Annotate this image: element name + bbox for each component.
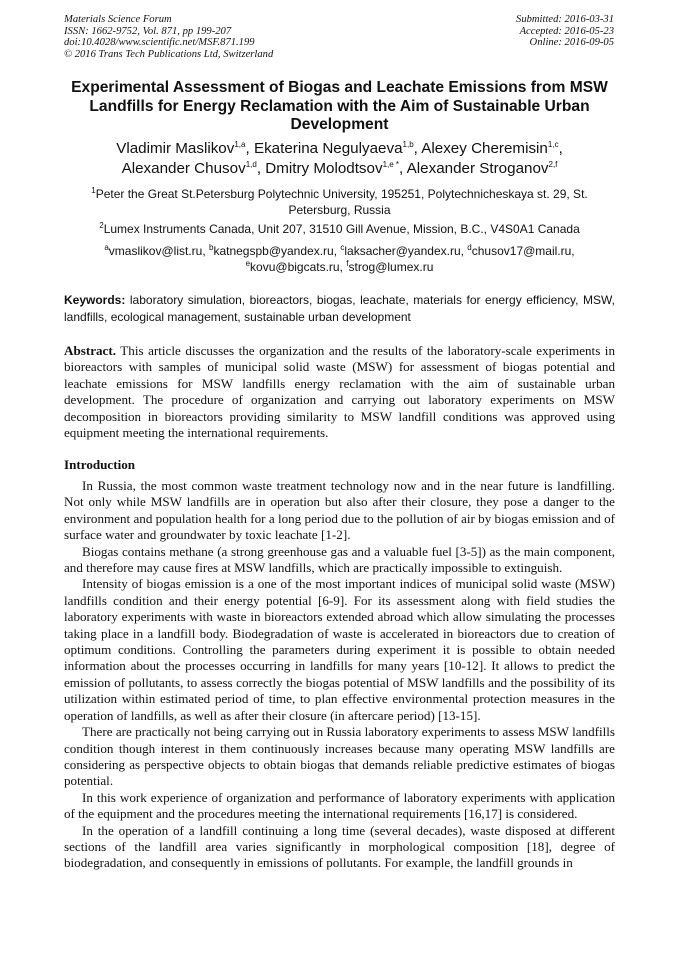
accepted-date: Accepted: 2016-05-23 — [519, 25, 614, 37]
author: Ekaterina Negulyaeva$^{1,b}$, — [253, 139, 422, 157]
paper-title: Experimental Assessment of Biogas and Leachate Emissions from MSW Landfills for Energy Reclamation with the Aim of Sustainable Urban Development — [71, 79, 608, 133]
dates-info — [516, 14, 614, 49]
paragraph: Intensity of biogas emission is a one of the most important indices of municipal solid waste (MSW) landfills condition and their energy potential [6-9]. For its assessment along with field studies the laboratory experiments with waste in bioreactors extended abroad which allow simulating the processes taking place in a landfill body. Biodegradation of waste is accelerated in bioreactors due to creation of optimum conditions. Controlling the parameters during experiment it is possible to obtain needed information about the processes occurring in landfills for many years [10-12]. It allows to predict the emission of pollutants, to assess correctly the biogas potential of MSW landfills and the possibility of its utilization within estimated period of time, to plan effective environmental protection measures in the operation of landfills, as well as after their closure (in aftercare period) [13-15]. — [64, 576, 615, 723]
abstract-label: Abstract. — [64, 343, 116, 358]
paragraph: In Russia, the most common waste treatment technology now and in the near future is landfilling. Not only while MSW landfills are in operation but also after their closure, they pose a danger to the environment and population health for a long period due to the pollution of air by biogas emission and of surface water and groundwater by toxic leachate [1-2]. — [64, 478, 615, 543]
author: Alexander Chusov$^{1,d}$, — [121, 159, 266, 177]
paragraph: In this work experience of organization and performance of laboratory experiments with application of the equipment and the procedures meeting the international requirements [16,17] is considered. — [64, 789, 615, 822]
keywords-label: Keywords: — [64, 293, 126, 307]
paragraph: In the operation of a landfill continuing a long time (several decades), waste disposed at different sections of the landfill area varies significantly in morphological composition [18], degree of biodegradation, and consequently in emissions of pollutants. For example, the landfill grounds in — [64, 822, 615, 871]
abstract — [64, 343, 615, 441]
section-heading-introduction: Introduction — [64, 457, 136, 472]
paragraph: Biogas contains methane (a strong greenhouse gas and a valuable fuel [3-5]) as the main component, and therefore may cause fires at MSW landfills, which are practically impossible to extinguish. — [64, 543, 615, 576]
keywords-text: laboratory simulation, bioreactors, biogas, leachate, materials for energy efficiency, MSW, landfills, ecological management, sustainable urban development — [64, 293, 615, 324]
author: Dmitry Molodtsov$^{1,e *}$, — [265, 159, 407, 177]
email[interactable]: katnegspb@yandex.ru, — [213, 244, 341, 258]
online-date: Online: 2016-09-05 — [529, 37, 614, 49]
paragraph: There are practically not being carrying out in Russia laboratory experiments to assess MSW landfills condition though interest in them continuously increases because many operating MSW landfills are considering as perspective objects to obtain biogas that demands reliable predictive estimates of biogas potential. — [64, 724, 615, 789]
journal-name: Materials Science Forum — [64, 14, 172, 25]
affiliation-1: $^1$Peter the Great St.Petersburg Polytechnic University, 195251, Polytechnicheskaya st. 29, St. Petersburg, Russia — [91, 186, 588, 217]
author: Alexey Cheremisin$^{1,c}$, — [421, 139, 563, 157]
email[interactable]: laksacher@yandex.ru, — [344, 244, 468, 258]
abstract-text: This article discusses the organization and the results of the laboratory-scale experiments in bioreactors with samples of municipal solid waste (MSW) for assessment of biogas potential and leachate emissions for MSW landfills energy reclamation with the aim of sustainable urban development. The procedure of organization and carrying out laboratory experiments on MSW decomposition in bioreactors providing similarity to MSW landfill conditions was approved using equipment meeting the international requirements. — [64, 343, 615, 441]
copyright: © 2016 Trans Tech Publications Ltd, Switzerland — [64, 48, 274, 60]
email-list: $^a$vmaslikov@list.ru, $^b$katnegspb@yandex.ru, $^c$laksacher@yandex.ru, $^d$chusov17@mail.ru, $^e$kovu@bigcats.ru, $^f$strog@lumex.ru — [104, 243, 575, 274]
introduction-body — [64, 478, 615, 872]
author: Vladimir Maslikov$^{1,a}$, — [116, 139, 254, 157]
submitted-date: Submitted: 2016-03-31 — [516, 14, 614, 25]
email[interactable]: strog@lumex.ru — [348, 260, 434, 274]
email[interactable]: vmaslikov@list.ru, — [108, 244, 209, 258]
email[interactable]: chusov17@mail.ru, — [471, 244, 575, 258]
author: Alexander Stroganov$^{2,f}$ — [406, 159, 558, 177]
author-list — [64, 139, 615, 179]
issn: ISSN: 1662-9752, Vol. 871, pp 199-207 — [64, 25, 232, 37]
journal-info — [64, 14, 273, 60]
email[interactable]: kovu@bigcats.ru, — [250, 260, 347, 274]
keywords — [64, 292, 615, 325]
affiliation-2: $^2$Lumex Instruments Canada, Unit 207, 31510 Gill Avenue, Mission, B.C., V4S0A1 Canada — [99, 221, 580, 236]
doi: doi:10.4028/www.scientific.net/MSF.871.199 — [64, 37, 255, 49]
